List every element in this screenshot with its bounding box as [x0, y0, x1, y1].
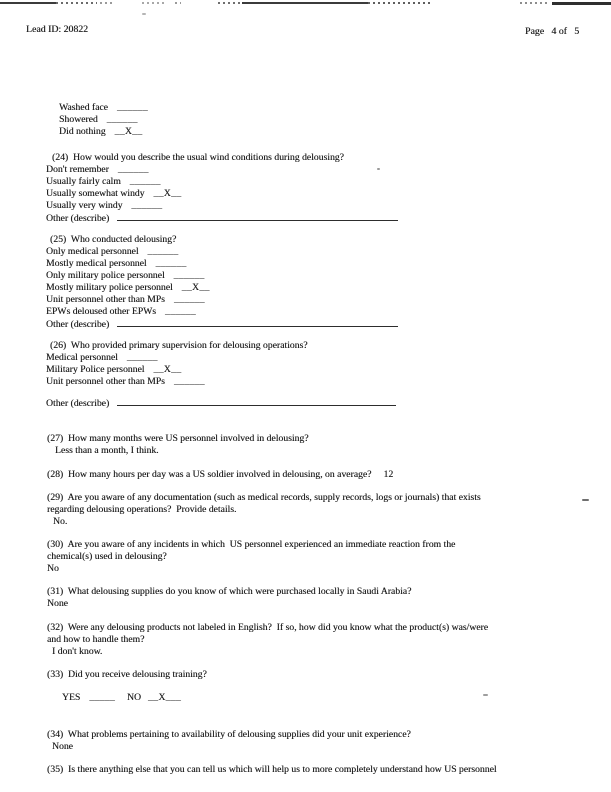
question-27-label: (27) How many months were US personnel involved in delousing?: [47, 433, 309, 444]
question-31-label: (31) What delousing supplies do you know of which were purchased locally in Saudi Arabia?: [47, 586, 412, 597]
question-28: [47, 469, 393, 480]
q24-opt-usually-somewhat-windy: [46, 188, 181, 199]
q24-opt-usually-fairly-calm-blank: ______: [129, 176, 161, 187]
answer-34-label: None: [52, 741, 73, 752]
question-33: [47, 669, 207, 680]
question-26-label: (26) Who provided primary supervision for delousing operations?: [50, 340, 308, 351]
question-27: [47, 433, 309, 444]
scan-speck: [483, 694, 488, 696]
q24-opt-usually-somewhat-windy-label: Usually somewhat windy: [46, 188, 145, 199]
answer-31-label: None: [47, 598, 68, 609]
question-30-line2: [47, 551, 167, 562]
q24-opt-usually-fairly-calm-label: Usually fairly calm: [46, 176, 121, 187]
scan-artifact-segment: [368, 2, 430, 4]
q26-opt-military-police-personnel-label: Military Police personnel: [46, 364, 145, 375]
q24-opt-usually-somewhat-windy-blank: __X__: [153, 188, 182, 199]
question-33-label: (33) Did you receive delousing training?: [47, 669, 207, 680]
question-30-line2-label: chemical(s) used in delousing?: [47, 551, 167, 562]
q25-opt-epws-deloused-blank: ______: [165, 306, 196, 317]
scan-speck: [582, 499, 589, 501]
scan-speck: [142, 13, 146, 15]
scan-artifact-segment: [242, 2, 368, 4]
scan-artifact-segment: [218, 2, 242, 4]
question-28-label: (28) How many hours per day was a US soldier involved in delousing, on average?: [47, 469, 372, 480]
answer-33-label2: NO: [127, 692, 142, 703]
q25-opt-only-medical-blank: ______: [147, 246, 179, 257]
opt-did-nothing: [59, 126, 142, 137]
q25-opt-mostly-military-police-blank: __X__: [181, 282, 210, 293]
q26-other-describe-label: Other (describe): [46, 398, 110, 409]
q26-opt-medical-personnel-blank: ______: [126, 352, 158, 363]
q25-opt-mostly-military-police-label: Mostly military police personnel: [46, 282, 173, 293]
question-28-label2: 12: [383, 469, 394, 480]
page-number-label: Page 4 of 5: [525, 26, 580, 37]
opt-washed-face: [59, 102, 148, 113]
q24-opt-usually-very-windy-label: Usually very windy: [46, 200, 123, 211]
question-35-label: (35) Is there anything else that you can tell us which will help us to more completely understand how US personnel: [47, 764, 497, 775]
question-34: [47, 729, 411, 740]
scan-artifact-segment: [0, 2, 56, 4]
q25-opt-only-military-police: [46, 270, 205, 281]
q26-opt-unit-personnel-blank: ______: [173, 376, 205, 387]
opt-showered-blank: ______: [106, 114, 138, 125]
q25-opt-unit-personnel-blank: ______: [173, 294, 205, 305]
question-30-line1-label: (30) Are you aware of any incidents in which US personnel experienced an immediate reaction from the: [47, 539, 456, 550]
q25-opt-unit-personnel: [46, 294, 205, 305]
q25-opt-mostly-medical-blank: ______: [155, 258, 187, 269]
scan-artifact-segment: [520, 2, 550, 4]
q25-opt-only-military-police-label: Only military police personnel: [46, 270, 165, 281]
answer-30-label: No: [47, 563, 59, 574]
lead-id-label: Lead ID: 20822: [26, 24, 89, 35]
question-29-line2: [47, 504, 236, 515]
q24-other-describe-answer-line: [117, 212, 398, 221]
opt-did-nothing-blank: __X__: [114, 126, 143, 137]
q25-opt-only-medical: [46, 246, 178, 257]
answer-29-label: No.: [53, 516, 68, 527]
question-32-line1: [47, 622, 488, 633]
question-34-label: (34) What problems pertaining to availability of delousing supplies did your unit experience?: [47, 729, 411, 740]
answer-32: [52, 646, 102, 657]
q26-opt-military-police-personnel: [46, 364, 181, 375]
q24-opt-usually-fairly-calm: [46, 176, 161, 187]
answer-33: [62, 692, 181, 703]
q25-other-describe: [46, 318, 398, 330]
answer-31: [47, 598, 68, 609]
question-32-line2: [47, 634, 144, 645]
answer-27-label: Less than a month, I think.: [55, 445, 159, 456]
opt-did-nothing-label: Did nothing: [59, 126, 106, 137]
q26-other-describe-answer-line: [117, 397, 396, 406]
answer-33-blank2: __X___: [148, 692, 182, 703]
q26-opt-medical-personnel-label: Medical personnel: [46, 352, 118, 363]
opt-washed-face-blank: ______: [116, 102, 148, 113]
question-32-line2-label: and how to handle them?: [47, 634, 145, 645]
q24-opt-dont-remember: [46, 164, 149, 175]
scan-artifact-segment: [175, 2, 181, 4]
scan-artifact-segment: [100, 2, 113, 4]
q25-opt-epws-deloused-label: EPWs deloused other EPWs: [46, 306, 157, 317]
question-25: [50, 234, 176, 245]
q24-opt-usually-very-windy-blank: ______: [131, 200, 163, 211]
question-29-line1-label: (29) Are you aware of any documentation (such as medical records, supply records, logs or journals) that exists: [47, 492, 481, 503]
q24-other-describe-label: Other (describe): [46, 213, 110, 224]
opt-washed-face-label: Washed face: [59, 102, 108, 113]
question-26: [50, 340, 308, 351]
answer-33-blank: _____: [89, 692, 116, 703]
q25-other-describe-label: Other (describe): [46, 319, 110, 330]
answer-29: [53, 516, 67, 527]
scan-artifact-segment: [552, 2, 611, 5]
q25-opt-mostly-medical: [46, 258, 187, 269]
question-24-label: (24) How would you describe the usual wind conditions during delousing?: [52, 152, 344, 163]
question-32-line1-label: (32) Were any delousing products not labeled in English? If so, how did you know what the product(s) was/were: [47, 622, 489, 633]
question-31: [47, 586, 411, 597]
q24-other-describe: [46, 212, 398, 224]
q26-other-describe: [46, 397, 396, 409]
question-29-line1: [47, 492, 481, 503]
q24-opt-dont-remember-label: Don't remember: [46, 164, 109, 175]
question-35: [47, 764, 497, 775]
q24-opt-dont-remember-blank: ______: [117, 164, 149, 175]
q25-opt-only-military-police-blank: ______: [173, 270, 205, 281]
question-24: [52, 152, 344, 163]
q25-opt-only-medical-label: Only medical personnel: [46, 246, 139, 257]
q26-opt-unit-personnel: [46, 376, 205, 387]
q25-opt-epws-deloused: [46, 306, 196, 317]
scan-speck: [377, 168, 380, 170]
q25-opt-unit-personnel-label: Unit personnel other than MPs: [46, 294, 165, 305]
q24-opt-usually-very-windy: [46, 200, 162, 211]
answer-33-label: YES: [62, 692, 81, 703]
answer-30: [47, 563, 59, 574]
opt-showered: [59, 114, 138, 125]
answer-32-label: I don't know.: [52, 646, 103, 657]
question-25-label: (25) Who conducted delousing?: [50, 234, 177, 245]
q26-opt-military-police-personnel-blank: __X__: [153, 364, 182, 375]
question-29-line2-label: regarding delousing operations? Provide details.: [47, 504, 237, 515]
scan-artifact-segment: [56, 2, 97, 4]
scan-artifact-segment: [142, 2, 164, 4]
answer-34: [52, 741, 73, 752]
answer-27: [55, 445, 159, 456]
q25-opt-mostly-medical-label: Mostly medical personnel: [46, 258, 147, 269]
question-30-line1: [47, 539, 455, 550]
q25-opt-mostly-military-police: [46, 282, 210, 293]
q25-other-describe-answer-line: [117, 318, 398, 327]
q26-opt-medical-personnel: [46, 352, 158, 363]
opt-showered-label: Showered: [59, 114, 98, 125]
q26-opt-unit-personnel-label: Unit personnel other than MPs: [46, 376, 165, 387]
